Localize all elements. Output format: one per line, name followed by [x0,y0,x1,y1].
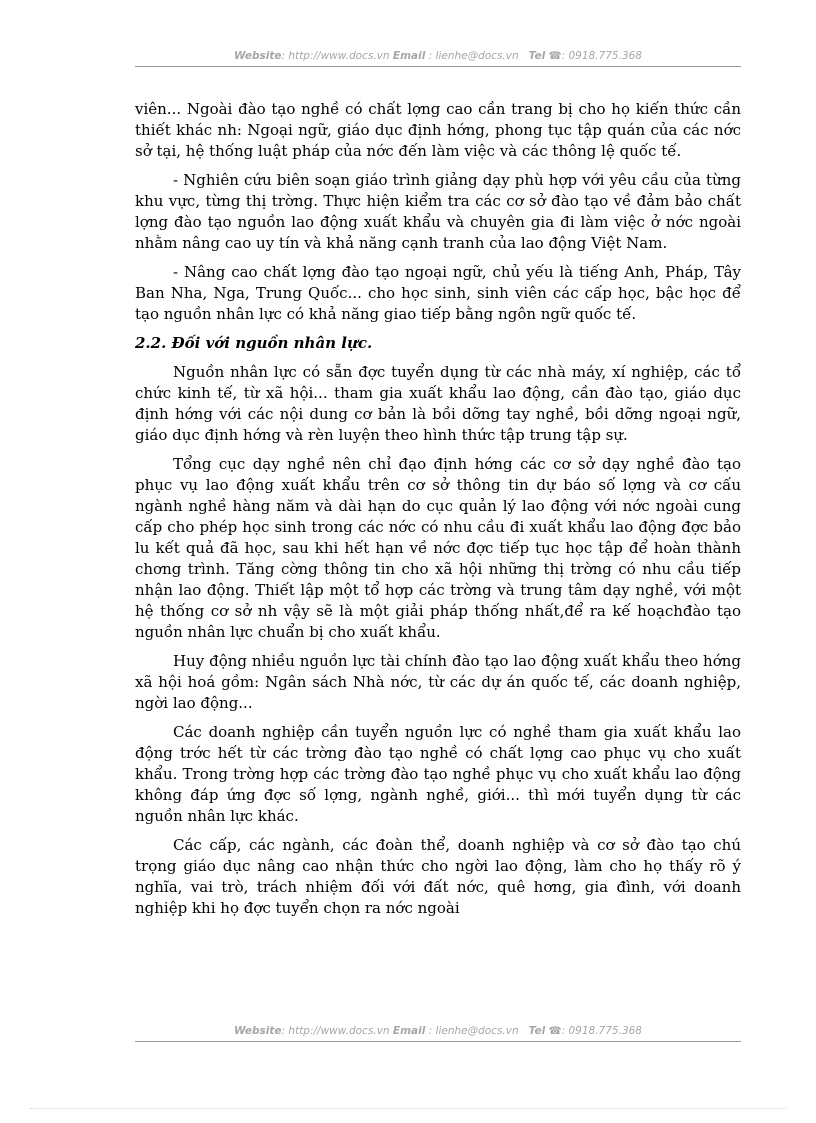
footer-website-value: : http://www.docs.vn [281,1025,390,1037]
paragraph: viên... Ngoài đào tạo nghề có chất lợng cao cần trang bị cho họ kiến thức cần thiết khác nh: Ngoại ngữ, giáo dục định hớng, phong tục tập quán của các nớc sở tại, hệ thống luật pháp của nớc đến làm việc và các thông lệ quốc tế. [135,100,741,160]
phone-icon: ☎ [548,50,562,62]
footer-tel-label: Tel [528,1025,546,1037]
paragraph: Nguồn nhân lực có sẵn đợc tuyển dụng từ các nhà máy, xí nghiệp, các tổ chức kinh tế, từ xã hội... tham gia xuất khẩu lao động, cần đào tạo, giáo dục định hớng với các nội dung cơ bản là bồi dỡng tay nghề, bồi dỡng ngoại ngữ, giáo dục định hớng và rèn luyện theo hình thức tập trung tập sự. [135,363,741,444]
page-footer [135,1024,741,1038]
paragraph: Các doanh nghiệp cần tuyển nguồn lực có nghề tham gia xuất khẩu lao động trớc hết từ các trờng đào tạo nghề có chất lợng cao phục vụ cho xuất khẩu. Trong trờng hợp các trờng đào tạo nghề phục vụ cho xuất khẩu lao động không đáp ứng đợc số lợng, ngành nghề, giới... thì mới tuyển dụng từ các nguồn nhân lực khác. [135,723,741,825]
header-website-value: : http://www.docs.vn [281,50,390,62]
page-header [135,49,741,63]
header-rule [135,66,741,67]
phone-icon: ☎ [548,1025,562,1037]
header-email-value: : lienhe@docs.vn [425,50,519,62]
body-text [135,99,741,927]
paragraph: - Nâng cao chất lợng đào tạo ngoại ngữ, chủ yếu là tiếng Anh, Pháp, Tây Ban Nha, Nga, Trung Quốc... cho học sinh, sinh viên các cấp học, bậc học để tạo nguồn nhân lực có khả năng giao tiếp bằng ngôn ngữ quốc tế. [135,263,741,323]
footer-website-label: Website [234,1025,282,1037]
header-tel-value: : 0918.775.368 [561,50,642,62]
paragraph: Huy động nhiều nguồn lực tài chính đào tạo lao động xuất khẩu theo hớng xã hội hoá gồm: Ngân sách Nhà nớc, từ các dự án quốc tế, các doanh nghiệp, ngời lao động... [135,652,741,712]
footer-tel-value: : 0918.775.368 [561,1025,642,1037]
header-email-label: Email [392,50,426,62]
footer-email-label: Email [392,1025,426,1037]
footer-email-value: : lienhe@docs.vn [425,1025,519,1037]
page-edge-divider [30,1108,786,1109]
paragraph: Tổng cục dạy nghề nên chỉ đạo định hớng các cơ sở dạy nghề đào tạo phục vụ lao động xuất khẩu trên cơ sở thông tin dự báo số lợng và cơ cấu ngành nghề hàng năm và dài hạn do cục quản lý lao động với nớc ngoài cung cấp cho phép học sinh trong các nớc có nhu cầu đi xuất khẩu lao động đợc bảo lu kết quả đã học, sau khi hết hạn về nớc đợc tiếp tục học tập để hoàn thành chơng trình. Tăng cờng thông tin cho xã hội những thị trờng có nhu cầu tiếp nhận lao động. Thiết lập một tổ hợp các trờng và trung tâm dạy nghề, với một hệ thống cơ sở nh vậy sẽ là một giải pháp thống nhất,để ra kế hoạchđào tạo nguồn nhân lực chuẩn bị cho xuất khẩu. [135,455,741,641]
paragraph: - Nghiên cứu biên soạn giáo trình giảng dạy phù hợp với yêu cầu của từng khu vực, từng thị trờng. Thực hiện kiểm tra các cơ sở đào tạo về đảm bảo chất lợng đào tạo nguồn lao động xuất khẩu và chuyên gia đi làm việc ở nớc ngoài nhằm nâng cao uy tín và khả năng cạnh tranh của lao động Việt Nam. [135,171,741,252]
header-tel-label: Tel [528,50,546,62]
section-heading: 2.2. Đối với nguồn nhân lực. [135,334,373,352]
footer-rule [135,1041,741,1042]
paragraph: Các cấp, các ngành, các đoàn thể, doanh nghiệp và cơ sở đào tạo chú trọng giáo dục nâng cao nhận thức cho ngời lao động, làm cho họ thấy rõ ý nghĩa, vai trò, trách nhiệm đối với đất nớc, quê hơng, gia đình, với doanh nghiệp khi họ đợc tuyển chọn ra nớc ngoài [135,836,741,917]
header-website-label: Website [234,50,282,62]
